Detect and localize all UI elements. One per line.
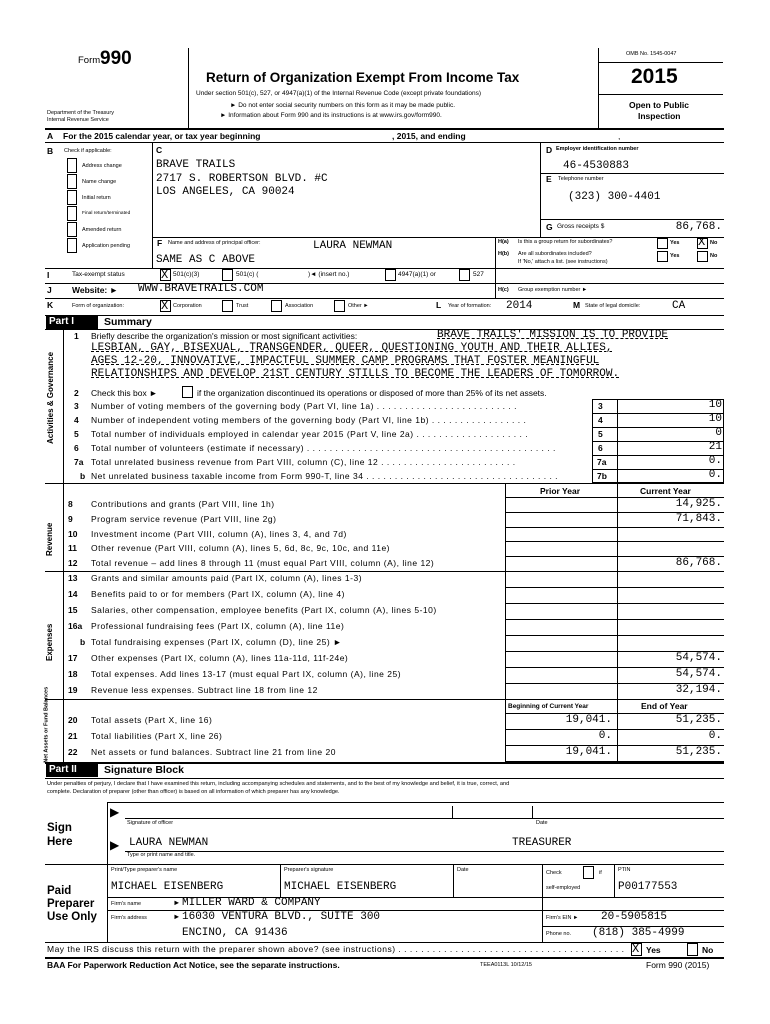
501c-label: 501(c) ( bbox=[236, 271, 259, 278]
inspection: Inspection bbox=[638, 111, 681, 121]
mission-line-4: RELATIONSHIPS AND DEVELOP 21ST CENTURY STILLS TO BECOME THE LEADERS OF TOMORROW. bbox=[91, 368, 620, 380]
insert-no-label: )◄ (insert no.) bbox=[308, 271, 350, 278]
ptin-value: P00177553 bbox=[618, 881, 678, 893]
line4-text: Number of independent voting members of the governing body (Part VI, line 1b) . . . . . . . . . . . . . . . . . bbox=[91, 415, 527, 425]
line2-number: 2 bbox=[74, 388, 79, 398]
hb-note: If 'No,' attach a list. (see instructions) bbox=[518, 259, 608, 265]
hb-yes-checkbox[interactable] bbox=[657, 251, 668, 262]
open-public: Open to Public bbox=[629, 100, 689, 110]
use-only-label: Use Only bbox=[47, 911, 97, 923]
discuss-no-checkbox[interactable] bbox=[687, 943, 698, 956]
line1-text: Briefly describe the organization's mission or most significant activities: bbox=[91, 331, 358, 341]
association-label: Association bbox=[285, 303, 314, 309]
line7b-number: b bbox=[80, 471, 86, 481]
website-value: WWW.BRAVETRAILS.COM bbox=[138, 283, 264, 295]
527-label: 527 bbox=[473, 271, 484, 278]
hc-label: H(c) bbox=[498, 287, 509, 293]
name-arrow: ▶ bbox=[110, 838, 120, 852]
mission-line-3: AGES 12-20, INNOVATIVE, IMPACTFUL SUMMER CAMP PROGRAMS THAT FOSTER MEANINGFUL bbox=[91, 355, 600, 367]
ha-text: Is this a group return for subordinates? bbox=[518, 239, 613, 245]
org-name: BRAVE TRAILS bbox=[156, 159, 236, 171]
net-assets-line-number: 20 bbox=[68, 715, 78, 725]
ha-yes-label: Yes bbox=[670, 240, 680, 246]
form-code: TEEA0113L 10/12/15 bbox=[480, 962, 532, 968]
net-assets-line-end-value: 51,235. bbox=[675, 746, 722, 758]
final-return-label: Final return/terminated bbox=[82, 211, 131, 216]
self-employed-checkbox[interactable] bbox=[583, 866, 594, 879]
line6-value: 21 bbox=[708, 441, 722, 453]
line-a-mid: , 2015, and ending bbox=[392, 131, 466, 141]
type-name-label: Type or print name and title. bbox=[127, 852, 196, 858]
expense-line-number: 15 bbox=[68, 605, 78, 615]
expense-line-text: Professional fundraising fees (Part IX, column (A), line 11e) bbox=[91, 621, 345, 631]
revenue-line-text: Investment income (Part VIII, column (A), lines 3, 4, and 7d) bbox=[91, 528, 347, 539]
net-assets-line-text: Total liabilities (Part X, line 26) bbox=[91, 731, 223, 741]
application-pending-label: Application pending bbox=[82, 243, 131, 249]
c-label: C bbox=[156, 145, 163, 155]
expense-line-number: 14 bbox=[68, 589, 78, 599]
i-label: I bbox=[47, 270, 50, 280]
expense-line-number: 13 bbox=[68, 573, 78, 583]
expense-line-number: 16a bbox=[68, 621, 83, 631]
application-pending-checkbox[interactable] bbox=[67, 238, 77, 253]
mission-line-2: LESBIAN, GAY, BISEXUAL, TRANSGENDER, QUEER, QUESTIONING YOUTH AND THEIR ALLIES, bbox=[91, 342, 613, 354]
line4-number: 4 bbox=[74, 415, 79, 425]
net-assets-line-end-value: 51,235. bbox=[675, 714, 722, 726]
expense-line-text: Salaries, other compensation, employee benefits (Part IX, column (A), lines 5-10) bbox=[91, 605, 437, 615]
beginning-year-header: Beginning of Current Year bbox=[508, 703, 589, 710]
preparer-label: Preparer bbox=[47, 898, 95, 910]
ein-value: 46-4530883 bbox=[563, 160, 630, 172]
name-change-checkbox[interactable] bbox=[67, 174, 77, 189]
expense-line-current-value: 32,194. bbox=[675, 684, 722, 696]
here-label: Here bbox=[47, 836, 73, 848]
expense-line-text: Benefits paid to or for members (Part IX, column (A), line 4) bbox=[91, 589, 345, 599]
corporation-label: Corporation bbox=[173, 303, 202, 309]
firm-name-arrow: ► bbox=[173, 898, 181, 907]
org-address: 2717 S. ROBERTSON BLVD. #C bbox=[156, 173, 328, 185]
prior-year-header: Prior Year bbox=[540, 486, 581, 496]
address-change-checkbox[interactable] bbox=[67, 158, 77, 173]
b-label: B bbox=[47, 146, 54, 156]
amended-return-checkbox[interactable] bbox=[67, 222, 77, 237]
department: Department of the Treasury bbox=[47, 110, 114, 116]
line-a-label: A bbox=[47, 131, 54, 141]
firm-address-2: ENCINO, CA 91436 bbox=[182, 927, 288, 939]
line3-box: 3 bbox=[598, 401, 603, 411]
firm-address-1: 16030 VENTURA BLVD., SUITE 300 bbox=[182, 911, 381, 923]
domicile-value: CA bbox=[672, 300, 686, 312]
revenue-label: Revenue bbox=[45, 522, 54, 556]
line7b-text: Net unrelated business taxable income from Form 990-T, line 34 . . . . . . . . . . . . . . . . . . . . . . . . . . . . . . . . . . bbox=[91, 471, 559, 481]
officer-print-name: LAURA NEWMAN bbox=[129, 837, 209, 849]
other-checkbox[interactable] bbox=[334, 300, 345, 312]
phone-value: (323) 300-4401 bbox=[568, 191, 661, 203]
initial-return-checkbox[interactable] bbox=[67, 190, 77, 205]
officer-name: LAURA NEWMAN bbox=[313, 240, 393, 252]
line1-number: 1 bbox=[74, 331, 79, 341]
discuss-no-label: No bbox=[702, 945, 714, 955]
gross-receipts-label: Gross receipts $ bbox=[557, 223, 605, 230]
line3-number: 3 bbox=[74, 401, 79, 411]
penalty-text-2: complete. Declaration of preparer (other than officer) is based on all information of which preparer has any knowledge. bbox=[47, 789, 340, 795]
l-label: L bbox=[436, 300, 442, 310]
net-assets-label: Net Assets or Fund Balances bbox=[43, 686, 50, 763]
end-year-header: End of Year bbox=[641, 701, 688, 711]
f-label: F bbox=[157, 238, 163, 248]
discuss-question: May the IRS discuss this return with the preparer shown above? (see instructions) . . . . . . . . . . . . . . . . . . . . . . . . . . . . . . . . . . . . . . . . bbox=[47, 944, 625, 954]
line5-box: 5 bbox=[598, 429, 603, 439]
officer-title: TREASURER bbox=[512, 837, 572, 849]
discuss-yes-label: Yes bbox=[646, 945, 661, 955]
expense-line-text: Grants and similar amounts paid (Part IX, column (A), lines 1-3) bbox=[91, 573, 363, 583]
revenue-line-number: 11 bbox=[68, 543, 77, 554]
net-assets-line-end-value: 0. bbox=[708, 730, 722, 742]
if-label: if bbox=[599, 870, 602, 876]
hc-text: Group exemption number ► bbox=[518, 287, 588, 293]
corporation-mark: X bbox=[161, 299, 169, 313]
line3-value: 10 bbox=[708, 399, 722, 411]
gross-receipts-value: 86,768. bbox=[675, 221, 722, 233]
expense-line-text: Total fundraising expenses (Part IX, column (D), line 25) ► bbox=[91, 637, 342, 647]
net-assets-line-begin-value: 19,041. bbox=[565, 746, 612, 758]
line2-text-b: if the organization discontinued its operations or disposed of more than 25% of its net assets. bbox=[197, 388, 547, 398]
signature-officer-label: Signature of officer bbox=[127, 820, 174, 826]
revenue-line-number: 9 bbox=[68, 513, 73, 524]
instructions-notice: ► Information about Form 990 and its instructions is at www.irs.gov/form990. bbox=[220, 112, 442, 119]
line-a-text: For the 2015 calendar year, or tax year beginning bbox=[63, 131, 261, 141]
firm-name: MILLER WARD & COMPANY bbox=[182, 897, 321, 909]
expense-line-current-value: 54,574. bbox=[675, 652, 722, 664]
sign-label: Sign bbox=[47, 822, 72, 834]
other-label: Other ► bbox=[348, 303, 369, 309]
check-if-applicable: Check if applicable: bbox=[64, 148, 112, 154]
net-assets-line-number: 21 bbox=[68, 731, 78, 741]
firm-address-label: Firm's address bbox=[111, 915, 147, 921]
revenue-line-text: Program service revenue (Part VIII, line 2g) bbox=[91, 513, 277, 524]
ha-no-label: No bbox=[710, 240, 718, 246]
tax-year: 2015 bbox=[631, 65, 678, 88]
part2-title: Signature Block bbox=[104, 764, 184, 776]
association-checkbox[interactable] bbox=[271, 300, 282, 312]
preparer-signature: MICHAEL EISENBERG bbox=[284, 881, 397, 893]
firm-phone: (818) 385-4999 bbox=[592, 927, 685, 939]
line5-text: Total number of individuals employed in calendar year 2015 (Part V, line 2a) . . . . . . . . . . . . . . . . . . . . bbox=[91, 429, 529, 439]
initial-return-label: Initial return bbox=[82, 195, 111, 201]
net-assets-line-number: 22 bbox=[68, 747, 78, 757]
expense-line-text: Other expenses (Part IX, column (A), lines 11a-11d, 11f-24e) bbox=[91, 653, 349, 663]
part1-tag: Part I bbox=[46, 316, 98, 329]
hb-label: H(b) bbox=[498, 251, 509, 257]
preparer-signature-label: Preparer's signature bbox=[284, 867, 334, 873]
preparer-name: MICHAEL EISENBERG bbox=[111, 881, 224, 893]
ptin-label: PTIN bbox=[618, 867, 631, 873]
hb-no-checkbox[interactable] bbox=[697, 251, 708, 262]
firm-ein: 20-5905815 bbox=[601, 911, 668, 923]
revenue-line-current-value: 14,925. bbox=[675, 498, 722, 510]
line2-text: Check this box ► bbox=[91, 388, 158, 398]
preparer-date-label: Date bbox=[457, 867, 469, 873]
form-title: Return of Organization Exempt From Income Tax bbox=[206, 70, 520, 85]
line6-box: 6 bbox=[598, 443, 603, 453]
d-label: D bbox=[546, 145, 553, 155]
year-formation-label: Year of formation: bbox=[448, 303, 492, 309]
501c-checkbox[interactable] bbox=[222, 269, 233, 281]
name-change-label: Name change bbox=[82, 179, 117, 185]
firm-phone-label: Phone no. bbox=[546, 931, 572, 937]
line6-number: 6 bbox=[74, 443, 79, 453]
form-number: 990 bbox=[100, 48, 132, 69]
527-checkbox[interactable] bbox=[459, 269, 470, 281]
line7b-value: 0. bbox=[708, 469, 722, 481]
irs-label: Internal Revenue Service bbox=[47, 117, 109, 123]
revenue-line-text: Contributions and grants (Part VIII, line 1h) bbox=[91, 499, 275, 509]
mission-line-1: BRAVE TRAILS' MISSION IS TO PROVIDE bbox=[437, 329, 669, 341]
net-assets-line-begin-value: 0. bbox=[598, 730, 612, 742]
firm-address-arrow: ► bbox=[173, 912, 181, 921]
line4-value: 10 bbox=[708, 413, 722, 425]
current-year-header: Current Year bbox=[640, 486, 691, 496]
website-label: Website: ► bbox=[72, 285, 119, 295]
revenue-line-number: 10 bbox=[68, 528, 78, 539]
line7a-box: 7a bbox=[597, 457, 607, 467]
k-label: K bbox=[47, 300, 54, 310]
sign-arrow: ▶ bbox=[110, 805, 120, 819]
hb-text: Are all subordinates included? bbox=[518, 251, 592, 257]
trust-checkbox[interactable] bbox=[222, 300, 233, 312]
amended-return-label: Amended return bbox=[82, 227, 122, 233]
year-formation-value: 2014 bbox=[506, 300, 533, 312]
line7a-text: Total unrelated business revenue from Part VIII, column (C), line 12 . . . . . . . . . . . . . . . . . . . . . . . . bbox=[91, 457, 516, 467]
paid-label: Paid bbox=[47, 885, 72, 897]
ein-label: Employer identification number bbox=[556, 146, 639, 152]
omb-number: OMB No. 1545-0047 bbox=[626, 51, 677, 57]
paperwork-notice: BAA For Paperwork Reduction Act Notice, see the separate instructions. bbox=[47, 960, 340, 970]
line6-text: Total number of volunteers (estimate if necessary) . . . . . . . . . . . . . . . . . . . . . . . . . . . . . . . . . . . . . . . . . . . . bbox=[91, 443, 556, 453]
tax-exempt-label: Tax-exempt status bbox=[72, 271, 125, 278]
ha-label: H(a) bbox=[498, 239, 509, 245]
form-subtitle: Under section 501(c), 527, or 4947(a)(1) of the Internal Revenue Code (except private foundations) bbox=[196, 90, 482, 97]
line5-number: 5 bbox=[74, 429, 79, 439]
final-return-checkbox[interactable] bbox=[67, 206, 77, 221]
expense-line-number: 19 bbox=[68, 685, 78, 695]
m-label: M bbox=[573, 300, 581, 310]
form-of-org-label: Form of organization: bbox=[72, 303, 124, 309]
501c3-mark: X bbox=[161, 268, 169, 282]
line5-value: 0 bbox=[715, 427, 722, 439]
firm-name-label: Firm's name bbox=[111, 901, 142, 907]
hb-no-label: No bbox=[710, 253, 718, 259]
expense-line-number: 17 bbox=[68, 653, 78, 663]
domicile-label: State of legal domicile: bbox=[585, 303, 641, 309]
preparer-name-label: Print/Type preparer's name bbox=[111, 867, 178, 873]
line7a-value: 0. bbox=[708, 455, 722, 467]
self-employed-label: self-employed bbox=[546, 885, 581, 891]
footer-form-label: Form 990 (2015) bbox=[646, 960, 710, 970]
ha-no-mark: X bbox=[698, 235, 706, 249]
e-label: E bbox=[546, 174, 552, 184]
net-assets-line-text: Total assets (Part X, line 16) bbox=[91, 715, 213, 725]
check-label: Check bbox=[546, 870, 562, 876]
ssn-notice: ► Do not enter social security numbers on this form as it may be made public. bbox=[230, 102, 456, 109]
revenue-line-text: Total revenue – add lines 8 through 11 (must equal Part VIII, column (A), line 12) bbox=[91, 558, 435, 569]
expense-line-text: Total expenses. Add lines 13-17 (must equal Part IX, column (A), line 25) bbox=[91, 669, 402, 679]
line-a-end: , bbox=[618, 131, 621, 141]
signature-date-label: Date bbox=[536, 820, 548, 826]
revenue-line-text: Other revenue (Part VIII, column (A), lines 5, 6d, 8c, 9c, 10c, and 11e) bbox=[91, 543, 390, 554]
line3-text: Number of voting members of the governing body (Part VI, line 1a) . . . . . . . . . . . . . . . . . . . . . . . . . bbox=[91, 401, 517, 411]
revenue-line-current-value: 71,843. bbox=[675, 512, 722, 525]
expense-line-text: Revenue less expenses. Subtract line 18 from line 12 bbox=[91, 685, 318, 695]
ha-yes-checkbox[interactable] bbox=[657, 238, 668, 249]
hb-yes-label: Yes bbox=[670, 253, 680, 259]
revenue-line-number: 8 bbox=[68, 499, 73, 509]
expense-line-number: b bbox=[80, 637, 86, 647]
line4-box: 4 bbox=[598, 415, 603, 425]
expenses-label: Expenses bbox=[45, 623, 54, 661]
4947-label: 4947(a)(1) or bbox=[398, 271, 436, 278]
phone-label: Telephone number bbox=[558, 176, 604, 182]
org-city: LOS ANGELES, CA 90024 bbox=[156, 186, 295, 198]
line7b-box: 7b bbox=[597, 471, 607, 481]
revenue-line-number: 12 bbox=[68, 558, 78, 569]
part1-title: Summary bbox=[104, 316, 152, 328]
expense-line-number: 18 bbox=[68, 669, 78, 679]
form-label: Form bbox=[78, 55, 101, 66]
firm-ein-label: Firm's EIN ► bbox=[546, 915, 579, 921]
discontinued-checkbox[interactable] bbox=[182, 386, 193, 398]
officer-label: Name and address of principal officer: bbox=[168, 240, 261, 246]
net-assets-line-text: Net assets or fund balances. Subtract line 21 from line 20 bbox=[91, 747, 336, 757]
penalty-text-1: Under penalties of perjury, I declare that I have examined this return, including accompanying schedules and statements, and to the best of my knowledge and belief, it is true, correct, and bbox=[47, 781, 510, 787]
4947-checkbox[interactable] bbox=[385, 269, 396, 281]
activities-governance-label: Activities & Governance bbox=[46, 351, 55, 444]
501c3-label: 501(c)(3) bbox=[173, 271, 200, 278]
g-label: G bbox=[546, 222, 553, 232]
trust-label: Trust bbox=[236, 303, 249, 309]
part2-tag: Part II bbox=[46, 764, 98, 777]
expense-line-current-value: 54,574. bbox=[675, 668, 722, 680]
j-label: J bbox=[47, 285, 52, 295]
revenue-line-current-value: 86,768. bbox=[675, 557, 722, 570]
net-assets-line-begin-value: 19,041. bbox=[565, 714, 612, 726]
discuss-yes-mark: X bbox=[632, 942, 640, 956]
address-change-label: Address change bbox=[82, 163, 122, 169]
officer-address: SAME AS C ABOVE bbox=[156, 254, 256, 266]
line7a-number: 7a bbox=[74, 457, 84, 467]
